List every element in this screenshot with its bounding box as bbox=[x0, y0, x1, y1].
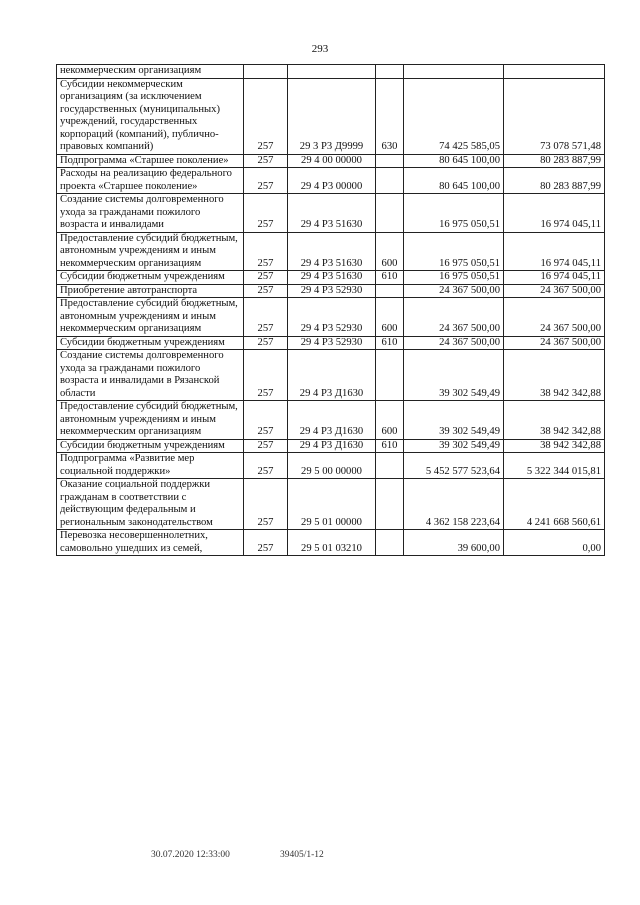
cell-name: Предоставление субсидий бюджетным, автономным учреждениям и иным некоммерческим организациям bbox=[57, 232, 244, 271]
cell-ministry-code bbox=[244, 65, 288, 79]
cell-amount-executed: 16 974 045,11 bbox=[504, 271, 605, 285]
cell-expense-type bbox=[376, 194, 404, 233]
cell-ministry-code: 257 bbox=[244, 194, 288, 233]
cell-ministry-code: 257 bbox=[244, 401, 288, 440]
cell-ministry-code: 257 bbox=[244, 298, 288, 337]
cell-amount-executed: 38 942 342,88 bbox=[504, 350, 605, 401]
cell-name: некоммерческим организациям bbox=[57, 65, 244, 79]
cell-amount-executed: 38 942 342,88 bbox=[504, 439, 605, 453]
cell-target-article: 29 4 P3 52930 bbox=[288, 284, 376, 298]
cell-ministry-code: 257 bbox=[244, 154, 288, 168]
table-row bbox=[57, 453, 605, 479]
cell-amount-planned: 39 302 549,49 bbox=[404, 401, 504, 440]
cell-target-article: 29 4 P3 52930 bbox=[288, 336, 376, 350]
cell-name: Субсидии бюджетным учреждениям bbox=[57, 271, 244, 285]
cell-amount-executed: 80 283 887,99 bbox=[504, 168, 605, 194]
cell-target-article: 29 5 00 00000 bbox=[288, 453, 376, 479]
cell-target-article: 29 5 01 00000 bbox=[288, 479, 376, 530]
cell-amount-executed: 16 974 045,11 bbox=[504, 232, 605, 271]
cell-amount-executed: 24 367 500,00 bbox=[504, 336, 605, 350]
cell-ministry-code: 257 bbox=[244, 439, 288, 453]
cell-target-article: 29 4 P3 Д1630 bbox=[288, 401, 376, 440]
cell-amount-planned: 16 975 050,51 bbox=[404, 194, 504, 233]
cell-amount-planned bbox=[404, 65, 504, 79]
cell-amount-planned: 16 975 050,51 bbox=[404, 232, 504, 271]
cell-amount-planned: 39 600,00 bbox=[404, 530, 504, 556]
cell-amount-executed: 73 078 571,48 bbox=[504, 78, 605, 154]
budget-table bbox=[56, 64, 605, 556]
cell-expense-type bbox=[376, 284, 404, 298]
cell-amount-executed: 4 241 668 560,61 bbox=[504, 479, 605, 530]
cell-amount-planned: 39 302 549,49 bbox=[404, 439, 504, 453]
cell-name: Предоставление субсидий бюджетным, автономным учреждениям и иным некоммерческим организациям bbox=[57, 298, 244, 337]
cell-amount-executed: 24 367 500,00 bbox=[504, 284, 605, 298]
cell-expense-type: 630 bbox=[376, 78, 404, 154]
cell-target-article: 29 4 P3 00000 bbox=[288, 168, 376, 194]
cell-target-article: 29 4 P3 51630 bbox=[288, 194, 376, 233]
cell-expense-type: 600 bbox=[376, 232, 404, 271]
cell-name: Приобретение автотранспорта bbox=[57, 284, 244, 298]
cell-expense-type bbox=[376, 154, 404, 168]
cell-target-article: 29 4 P3 Д1630 bbox=[288, 439, 376, 453]
cell-expense-type: 610 bbox=[376, 336, 404, 350]
cell-name: Субсидии бюджетным учреждениям bbox=[57, 439, 244, 453]
cell-amount-planned: 4 362 158 223,64 bbox=[404, 479, 504, 530]
table-row bbox=[57, 154, 605, 168]
table-row bbox=[57, 232, 605, 271]
cell-expense-type bbox=[376, 530, 404, 556]
cell-target-article: 29 4 P3 Д1630 bbox=[288, 350, 376, 401]
cell-target-article: 29 4 P3 51630 bbox=[288, 271, 376, 285]
cell-amount-planned: 24 367 500,00 bbox=[404, 298, 504, 337]
cell-name: Создание системы долговременного ухода за гражданами пожилого возраста и инвалидами в Рязанской области bbox=[57, 350, 244, 401]
cell-amount-executed: 0,00 bbox=[504, 530, 605, 556]
cell-amount-executed: 5 322 344 015,81 bbox=[504, 453, 605, 479]
table-row bbox=[57, 401, 605, 440]
table-row bbox=[57, 194, 605, 233]
cell-ministry-code: 257 bbox=[244, 350, 288, 401]
cell-ministry-code: 257 bbox=[244, 530, 288, 556]
cell-expense-type bbox=[376, 350, 404, 401]
cell-name: Субсидии некоммерческим организациям (за исключением государственных (муниципальных) учреждений, государственных корпораций (компаний), публично-правовых компаний) bbox=[57, 78, 244, 154]
cell-name: Подпрограмма «Развитие мер социальной поддержки» bbox=[57, 453, 244, 479]
table-row bbox=[57, 284, 605, 298]
page-number: 293 bbox=[311, 43, 329, 55]
cell-amount-planned: 24 367 500,00 bbox=[404, 284, 504, 298]
cell-amount-executed: 80 283 887,99 bbox=[504, 154, 605, 168]
cell-name: Создание системы долговременного ухода за гражданами пожилого возраста и инвалидами bbox=[57, 194, 244, 233]
cell-expense-type: 610 bbox=[376, 439, 404, 453]
cell-name: Расходы на реализацию федерального проекта «Старшее поколение» bbox=[57, 168, 244, 194]
cell-amount-planned: 39 302 549,49 bbox=[404, 350, 504, 401]
table-row bbox=[57, 298, 605, 337]
table-row bbox=[57, 336, 605, 350]
cell-name: Субсидии бюджетным учреждениям bbox=[57, 336, 244, 350]
cell-name: Подпрограмма «Старшее поколение» bbox=[57, 154, 244, 168]
cell-amount-executed: 38 942 342,88 bbox=[504, 401, 605, 440]
table-row bbox=[57, 479, 605, 530]
cell-ministry-code: 257 bbox=[244, 78, 288, 154]
cell-expense-type: 610 bbox=[376, 271, 404, 285]
cell-ministry-code: 257 bbox=[244, 232, 288, 271]
table-row bbox=[57, 65, 605, 79]
cell-expense-type: 600 bbox=[376, 298, 404, 337]
cell-amount-planned: 5 452 577 523,64 bbox=[404, 453, 504, 479]
cell-target-article: 29 3 P3 Д9999 bbox=[288, 78, 376, 154]
table-row bbox=[57, 168, 605, 194]
cell-target-article bbox=[288, 65, 376, 79]
cell-ministry-code: 257 bbox=[244, 453, 288, 479]
cell-amount-executed bbox=[504, 65, 605, 79]
cell-expense-type bbox=[376, 453, 404, 479]
cell-expense-type bbox=[376, 65, 404, 79]
table-row bbox=[57, 530, 605, 556]
cell-target-article: 29 4 P3 51630 bbox=[288, 232, 376, 271]
cell-name: Перевозка несовершеннолетних, самовольно ушедших из семей, bbox=[57, 530, 244, 556]
cell-name: Оказание социальной поддержки гражданам в соответствии с действующим федеральным и региональным законодательством bbox=[57, 479, 244, 530]
cell-ministry-code: 257 bbox=[244, 479, 288, 530]
cell-target-article: 29 5 01 03210 bbox=[288, 530, 376, 556]
table-row bbox=[57, 78, 605, 154]
cell-expense-type: 600 bbox=[376, 401, 404, 440]
cell-amount-planned: 80 645 100,00 bbox=[404, 154, 504, 168]
footer-doc-id: 39405/1-12 bbox=[280, 850, 324, 860]
cell-name: Предоставление субсидий бюджетным, автономным учреждениям и иным некоммерческим организациям bbox=[57, 401, 244, 440]
cell-amount-executed: 24 367 500,00 bbox=[504, 298, 605, 337]
cell-ministry-code: 257 bbox=[244, 336, 288, 350]
cell-amount-planned: 74 425 585,05 bbox=[404, 78, 504, 154]
cell-amount-planned: 80 645 100,00 bbox=[404, 168, 504, 194]
cell-ministry-code: 257 bbox=[244, 168, 288, 194]
cell-target-article: 29 4 00 00000 bbox=[288, 154, 376, 168]
cell-amount-planned: 24 367 500,00 bbox=[404, 336, 504, 350]
cell-target-article: 29 4 P3 52930 bbox=[288, 298, 376, 337]
table-row bbox=[57, 271, 605, 285]
cell-expense-type bbox=[376, 168, 404, 194]
table-row bbox=[57, 439, 605, 453]
cell-amount-planned: 16 975 050,51 bbox=[404, 271, 504, 285]
table-row bbox=[57, 350, 605, 401]
footer-timestamp: 30.07.2020 12:33:00 bbox=[151, 850, 230, 860]
cell-ministry-code: 257 bbox=[244, 284, 288, 298]
cell-expense-type bbox=[376, 479, 404, 530]
cell-ministry-code: 257 bbox=[244, 271, 288, 285]
cell-amount-executed: 16 974 045,11 bbox=[504, 194, 605, 233]
